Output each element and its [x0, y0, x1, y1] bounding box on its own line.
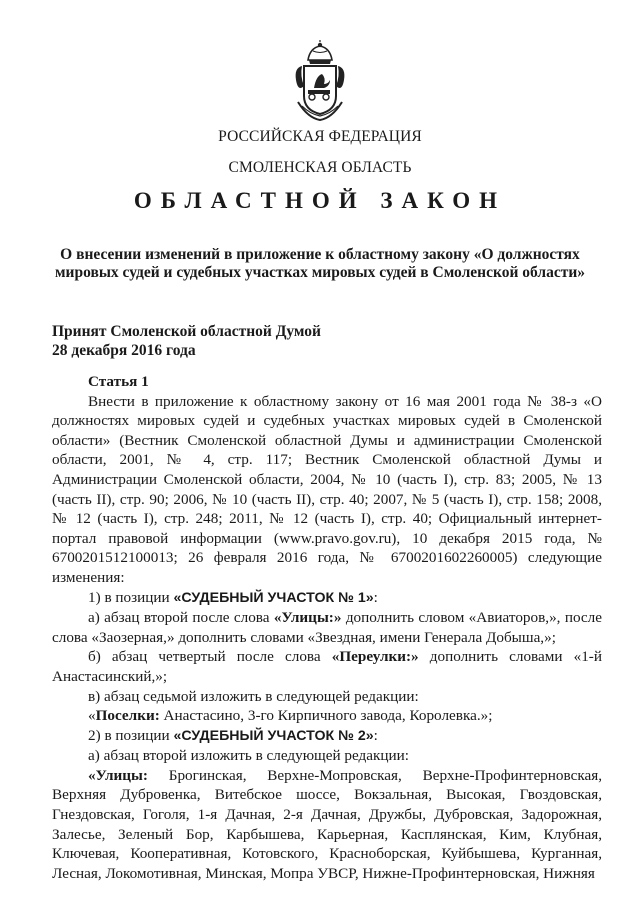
amendment-item-1c-text: [52, 706, 602, 726]
amendment-item-2a: а) абзац второй изложить в следующей редакции:: [88, 747, 410, 765]
item-text: :: [373, 726, 378, 744]
item-text: 2) в позиции: [88, 726, 174, 744]
item-keyword: Поселки:: [95, 707, 160, 725]
document-type-title: ОБЛАСТНОЙ ЗАКОН: [133, 188, 507, 213]
law-subtitle-line: мировых судей и судебных участках мировых судей в Смоленской области»: [54, 264, 586, 281]
item-text: Анастасино, 3-го Кирпичного завода, Королевка.»;: [159, 707, 493, 725]
item-keyword: «Улицы:»: [273, 609, 342, 627]
court-section-name: «СУДЕБНЫЙ УЧАСТОК № 2»: [173, 727, 374, 744]
court-section-name: «СУДЕБНЫЙ УЧАСТОК № 1»: [173, 589, 374, 606]
country-heading: РОССИЙСКАЯ ФЕДЕРАЦИЯ: [218, 128, 422, 145]
law-subtitle-line: О внесении изменений в приложение к областному закону «О должностях: [60, 246, 580, 263]
item-text: «: [88, 707, 96, 725]
item-keyword: «Улицы:: [88, 766, 148, 784]
amendment-item-1a: [52, 608, 602, 647]
item-text: дополнить словом «Авиаторов,», после слова «Заозерная,» дополнить словами «Звездная, имени Генерала Добыша,»;: [52, 609, 602, 646]
law-body: [52, 372, 602, 883]
amendment-item-1c: в) абзац седьмой изложить в следующей редакции:: [88, 687, 419, 705]
article-intro-paragraph: Внести в приложение к областному закону от 16 мая 2001 года № 38-з «О должностях мировых судей и судебных участках мировых судей в Смоленской области» (Вестник Смоленской областной Думы и администрации Смоленской области, 2001, № 4, стр. 117; Вестник Смоленской областной Думы и Администрации Смоленской области, 2004, № 10 (часть I), стр. 83; 2005, № 13 (часть II), стр. 90; 2006, № 10 (часть II), стр. 40; 2007, № 5 (часть I), стр. 158; 2008, № 12 (часть I), стр. 248; 2011, № 12 (часть I), стр. 40; Официальный интернет-портал правовой информации (www.pravo.gov.ru), 10 декабря 2015 года, № 6700201512100013; 26 февраля 2016 года, № 6700201602260005) следующие изменения:: [52, 392, 602, 586]
item-text: Брогинская, Верхне-Мопровская, Верхне-Профинтерновская, Верхняя Дубровенка, Витебское шоссе, Вокзальная, Высокая, Гвоздовская, Гнездовская, Гоголя, 1-я Дачная, 2-я Дачная, Дружбы, Дубровская, Задорожная, Залесье, Зеленый Бор, Карбышева, Карьерная, Касплянская, Ким, Клубная, Ключевая, Кооперативная, Котовского, Красноборская, Куйбышева, Курганная, Лесная, Локомотивная, Минская, Мопра УВСР, Нижне-Профинтерновская, Нижняя: [52, 766, 602, 882]
article-heading: Статья 1: [88, 373, 149, 390]
law-subtitle: [0, 246, 640, 282]
region-heading: СМОЛЕНСКАЯ ОБЛАСТЬ: [228, 159, 412, 176]
amendment-item-1b: [52, 647, 602, 686]
item-text: 1) в позиции: [88, 588, 174, 606]
item-text: б) абзац четвертый после слова: [88, 648, 332, 666]
item-text: дополнить словами «1-й Анастасинский,»;: [52, 648, 602, 685]
amendment-item-2: [52, 726, 602, 747]
amendment-item-2a-text: [52, 766, 602, 884]
amendment-item-1: [52, 588, 602, 609]
item-text: :: [373, 588, 378, 606]
adoption-body: Принят Смоленской областной Думой: [52, 323, 321, 340]
item-text: а) абзац второй после слова: [88, 609, 274, 627]
adoption-date: 28 декабря 2016 года: [52, 342, 196, 359]
adoption-block: [52, 322, 321, 360]
item-keyword: «Переулки:»: [331, 648, 419, 666]
coat-of-arms-emblem: [288, 40, 352, 122]
